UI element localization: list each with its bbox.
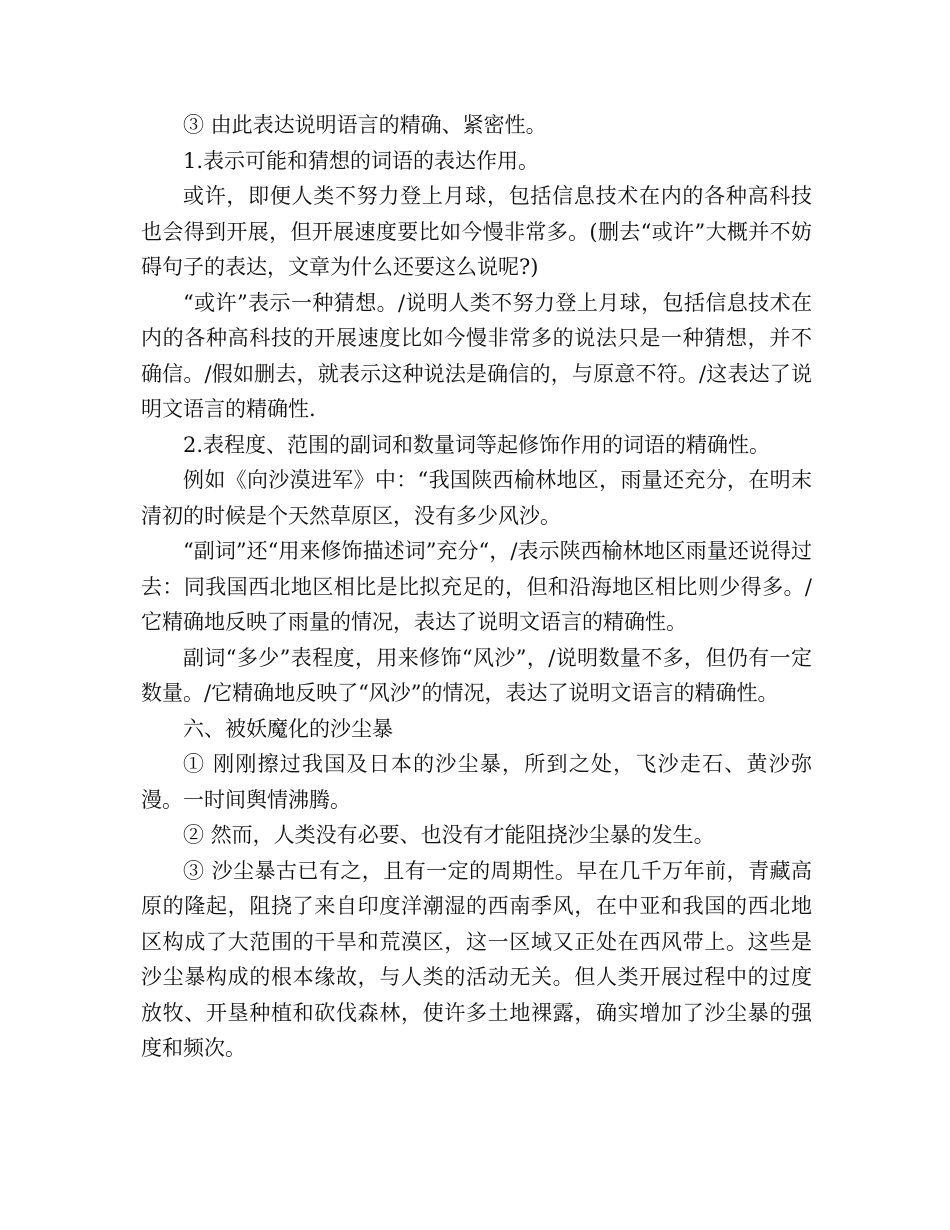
paragraph-8: 副词“多少”表程度，用来修饰“风沙”，/说明数量不多，但仍有一定数量。/它精确地反映了“风沙”的情况，表达了说明文语言的精确性。 xyxy=(141,645,812,705)
paragraph-3: 或许，即便人类不努力登上月球，包括信息技术在内的各种高科技也会得到开展，但开展速度要比如今慢非常多。(删去“或许”大概并不妨碍句子的表达，文章为什么还要这么说呢?) xyxy=(141,184,812,279)
paragraph-11: ② 然而，人类没有必要、也没有才能阻挠沙尘暴的发生。 xyxy=(183,823,715,847)
paragraph-4: “或许”表示一种猜想。/说明人类不努力登上月球，包括信息技术在内的各种高科技的开展速度比如今慢非常多的说法只是一种猜想，并不确信。/假如删去，就表示这种说法是确信的，与原意不符。/这表达了说明文语言的精确性. xyxy=(141,290,812,421)
section-heading: 六、被妖魔化的沙尘暴 xyxy=(183,716,393,741)
paragraph-6: 例如《向沙漠进军》中：“我国陕西榆林地区，雨量还充分，在明末清初的时候是个天然草原区，没有多少风沙。 xyxy=(141,468,812,528)
paragraph-7: “副词”还“用来修饰描述词”充分“，/表示陕西榆林地区雨量还说得过去：同我国西北地区相比是比拟充足的，但和沿海地区相比则少得多。/它精确地反映了雨量的情况，表达了说明文语言的精确性。 xyxy=(141,539,812,634)
paragraph-5: 2.表程度、范围的副词和数量词等起修饰作用的词语的精确性。 xyxy=(183,432,771,457)
paragraph-2: 1.表示可能和猜想的词语的表达作用。 xyxy=(183,148,540,173)
paragraph-1: ③ 由此表达说明语言的精确、紧密性。 xyxy=(183,113,547,137)
paragraph-12: ③ 沙尘暴古已有之，且有一定的周期性。早在几千万年前，青藏高原的隆起，阻挠了来自印度洋潮湿的西南季风，在中亚和我国的西北地区构成了大范围的干旱和荒漠区，这一区域又正处在西风带上。这些是沙尘暴构成的根本缘故，与人类的活动无关。但人类开展过程中的过度放牧、开垦种植和砍伐森林，使许多土地裸露，确实增加了沙尘暴的强度和频次。 xyxy=(141,858,812,1060)
paragraph-10: ① 刚刚擦过我国及日本的沙尘暴，所到之处，飞沙走石、黄沙弥漫。一时间舆情沸腾。 xyxy=(141,752,812,812)
